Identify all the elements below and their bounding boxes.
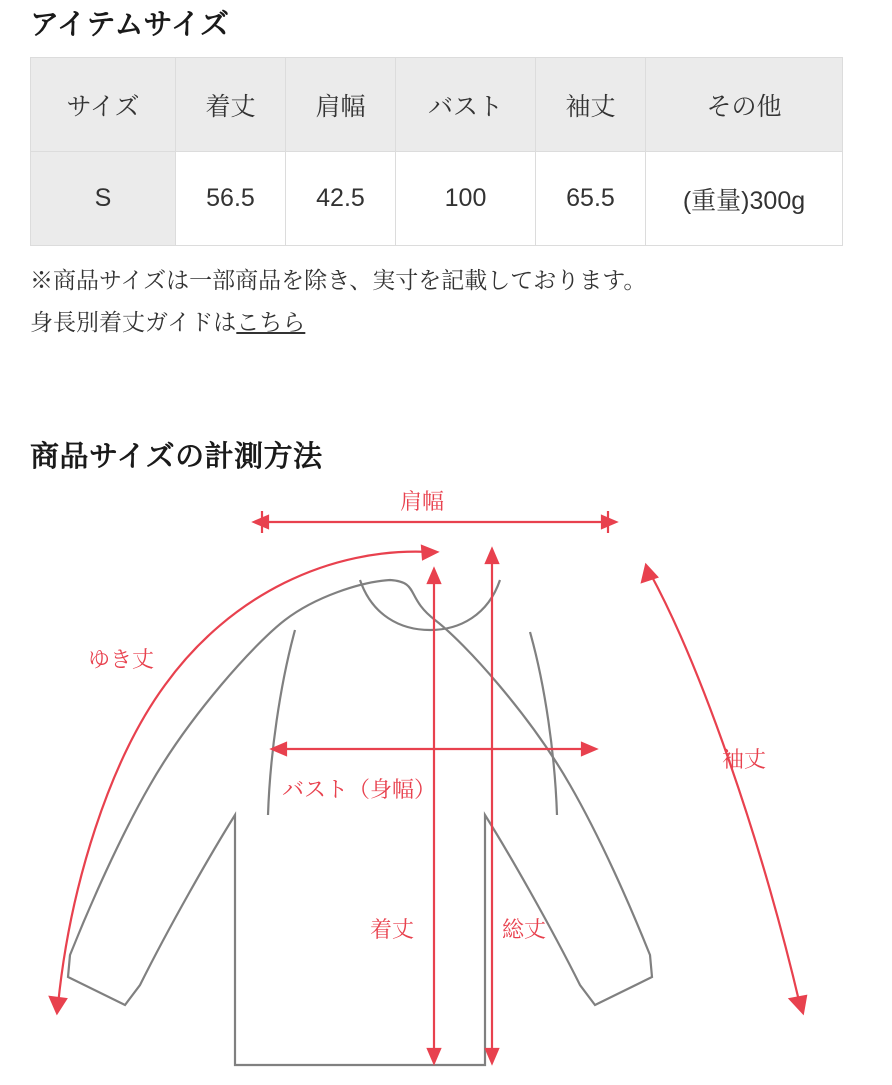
size-table	[30, 57, 843, 246]
column-header-length: 着丈	[176, 58, 286, 152]
garment-outline	[68, 580, 652, 1065]
label-shoulder: 肩幅	[400, 488, 445, 514]
cell-bust: 100	[396, 152, 536, 246]
measurement-diagram	[0, 485, 892, 1085]
size-note-line-1: ※商品サイズは一部商品を除き、実寸を記載しております。	[30, 267, 647, 293]
column-header-other: その他	[646, 58, 843, 152]
column-header-shoulder: 肩幅	[286, 58, 396, 152]
cell-sleeve: 65.5	[536, 152, 646, 246]
measure-method-title: 商品サイズの計測方法	[30, 440, 323, 473]
column-header-sleeve: 袖丈	[536, 58, 646, 152]
label-bust: バスト（身幅）	[282, 776, 437, 802]
cell-shoulder: 42.5	[286, 152, 396, 246]
size-note	[30, 262, 862, 342]
size-guide-line	[30, 304, 862, 342]
column-header-bust: バスト	[396, 58, 536, 152]
cell-length: 56.5	[176, 152, 286, 246]
table-row	[31, 152, 843, 246]
page-title: アイテムサイズ	[30, 9, 230, 41]
size-guide-link[interactable]: こちら	[236, 308, 306, 335]
column-header-size: サイズ	[31, 58, 176, 152]
size-guide-text: 身長別着丈ガイドは	[30, 308, 237, 335]
size-table-container	[30, 57, 842, 246]
label-sleeve: 袖丈	[722, 746, 767, 772]
label-yukitake: ゆき丈	[88, 646, 155, 672]
label-length: 着丈	[370, 916, 415, 942]
cell-other: (重量)300g	[646, 152, 843, 246]
table-header-row	[31, 58, 843, 152]
cell-size: S	[31, 152, 176, 246]
label-total-length: 総丈	[502, 916, 547, 942]
